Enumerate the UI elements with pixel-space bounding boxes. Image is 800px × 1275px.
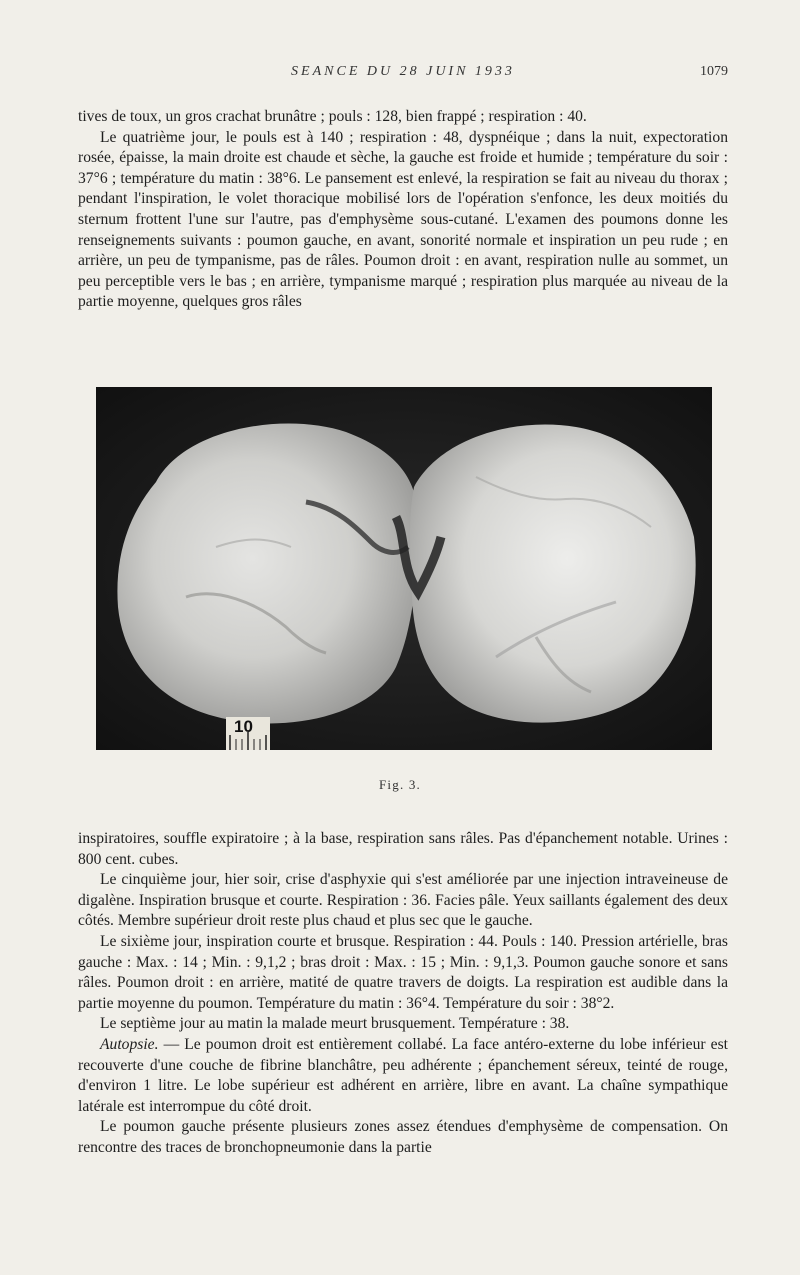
paragraph: Le quatrième jour, le pouls est à 140 ; respiration : 48, dyspnéique ; dans la nuit, expectoration rosée, épaisse, la main droite est chaude et sèche, la gauche est froide et humide ; température du soir : 37°6 ; température du matin : 38°6. Le pansement est enlevé, la respiration se fait au niveau du thorax ; pendant l'inspiration, le volet thoracique mobilisé lors de l'opération s'enfonce, les deux moitiés du sternum frottent l'une sur l'autre, pas d'emphysème sous-cutané. L'examen des poumons donne les renseignements suivants : poumon gauche, en avant, sonorité normale et inspiration un peu rude ; en arrière, un peu de tympanisme, pas de râles. Poumon droit : en avant, respiration nulle au sommet, un peu perceptible vers le bas ; en arrière, tympanisme marqué ; respiration plus marquée au niveau de la partie moyenne, quelques gros râles (78, 128, 728, 311)
figure-photo (96, 387, 712, 750)
autopsie-label: Autopsie. (100, 1035, 159, 1053)
page-header (78, 64, 728, 86)
paragraph: Le poumon gauche présente plusieurs zones assez étendues d'emphysème de compensation. On rencontre des traces de bronchopneumonie dans la partie (78, 1118, 728, 1156)
paragraph: tives de toux, un gros crachat brunâtre ; pouls : 128, bien frappé ; respiration : 40. (78, 108, 587, 125)
figure-caption: Fig. 3. (379, 777, 421, 792)
specimen-photo (96, 387, 712, 750)
specimen-right-lobe (410, 425, 696, 723)
text-block-bottom (78, 829, 728, 1159)
scale-ruler (226, 717, 270, 750)
page-number: 1079 (700, 64, 728, 79)
paragraph: Le sixième jour, inspiration courte et brusque. Respiration : 44. Pouls : 140. Pression artérielle, bras gauche : Max. : 14 ; Min. : 9,1,2 ; bras droit : Max. : 15 ; Min. : 9,1,3. Poumon gauche sonore et sans râles. Poumon droit : en arrière, matité de quatre travers de doigts. La respiration est audible dans la partie moyenne du poumon. Température du matin : 36°4. Température du soir : 38°2. (78, 932, 728, 1012)
paragraph: Le septième jour au matin la malade meurt brusquement. Température : 38. (100, 1015, 570, 1033)
paragraph: Le cinquième jour, hier soir, crise d'asphyxie qui s'est améliorée par une injection intraveineuse de digalène. Inspiration brusque et courte. Respiration : 36. Facies pâle. Yeux saillants également des deux côtés. Membre supérieur droit reste plus chaud et plus sec que le gauche. (78, 871, 728, 930)
paragraph-autopsie (78, 1035, 728, 1117)
autopsie-text: — Le poumon droit est entièrement collabé. La face antéro-externe du lobe inférieur est recouverte d'une couche de fibrine blanchâtre, peu adhérente ; épanchement séreux, teinté de rouge, d'environ 1 litre. Le lobe supérieur est adhérent en arrière, libre en avant. La chaîne sympathique latérale est interrompue du côté droit. (78, 1035, 728, 1115)
ruler-label: 10 (234, 717, 253, 736)
running-head: SEANCE DU 28 JUIN 1933 (291, 64, 515, 79)
paragraph: inspiratoires, souffle expiratoire ; à la base, respiration sans râles. Pas d'épanchement notable. Urines : 800 cent. cubes. (78, 830, 728, 868)
text-block-top (78, 107, 728, 313)
